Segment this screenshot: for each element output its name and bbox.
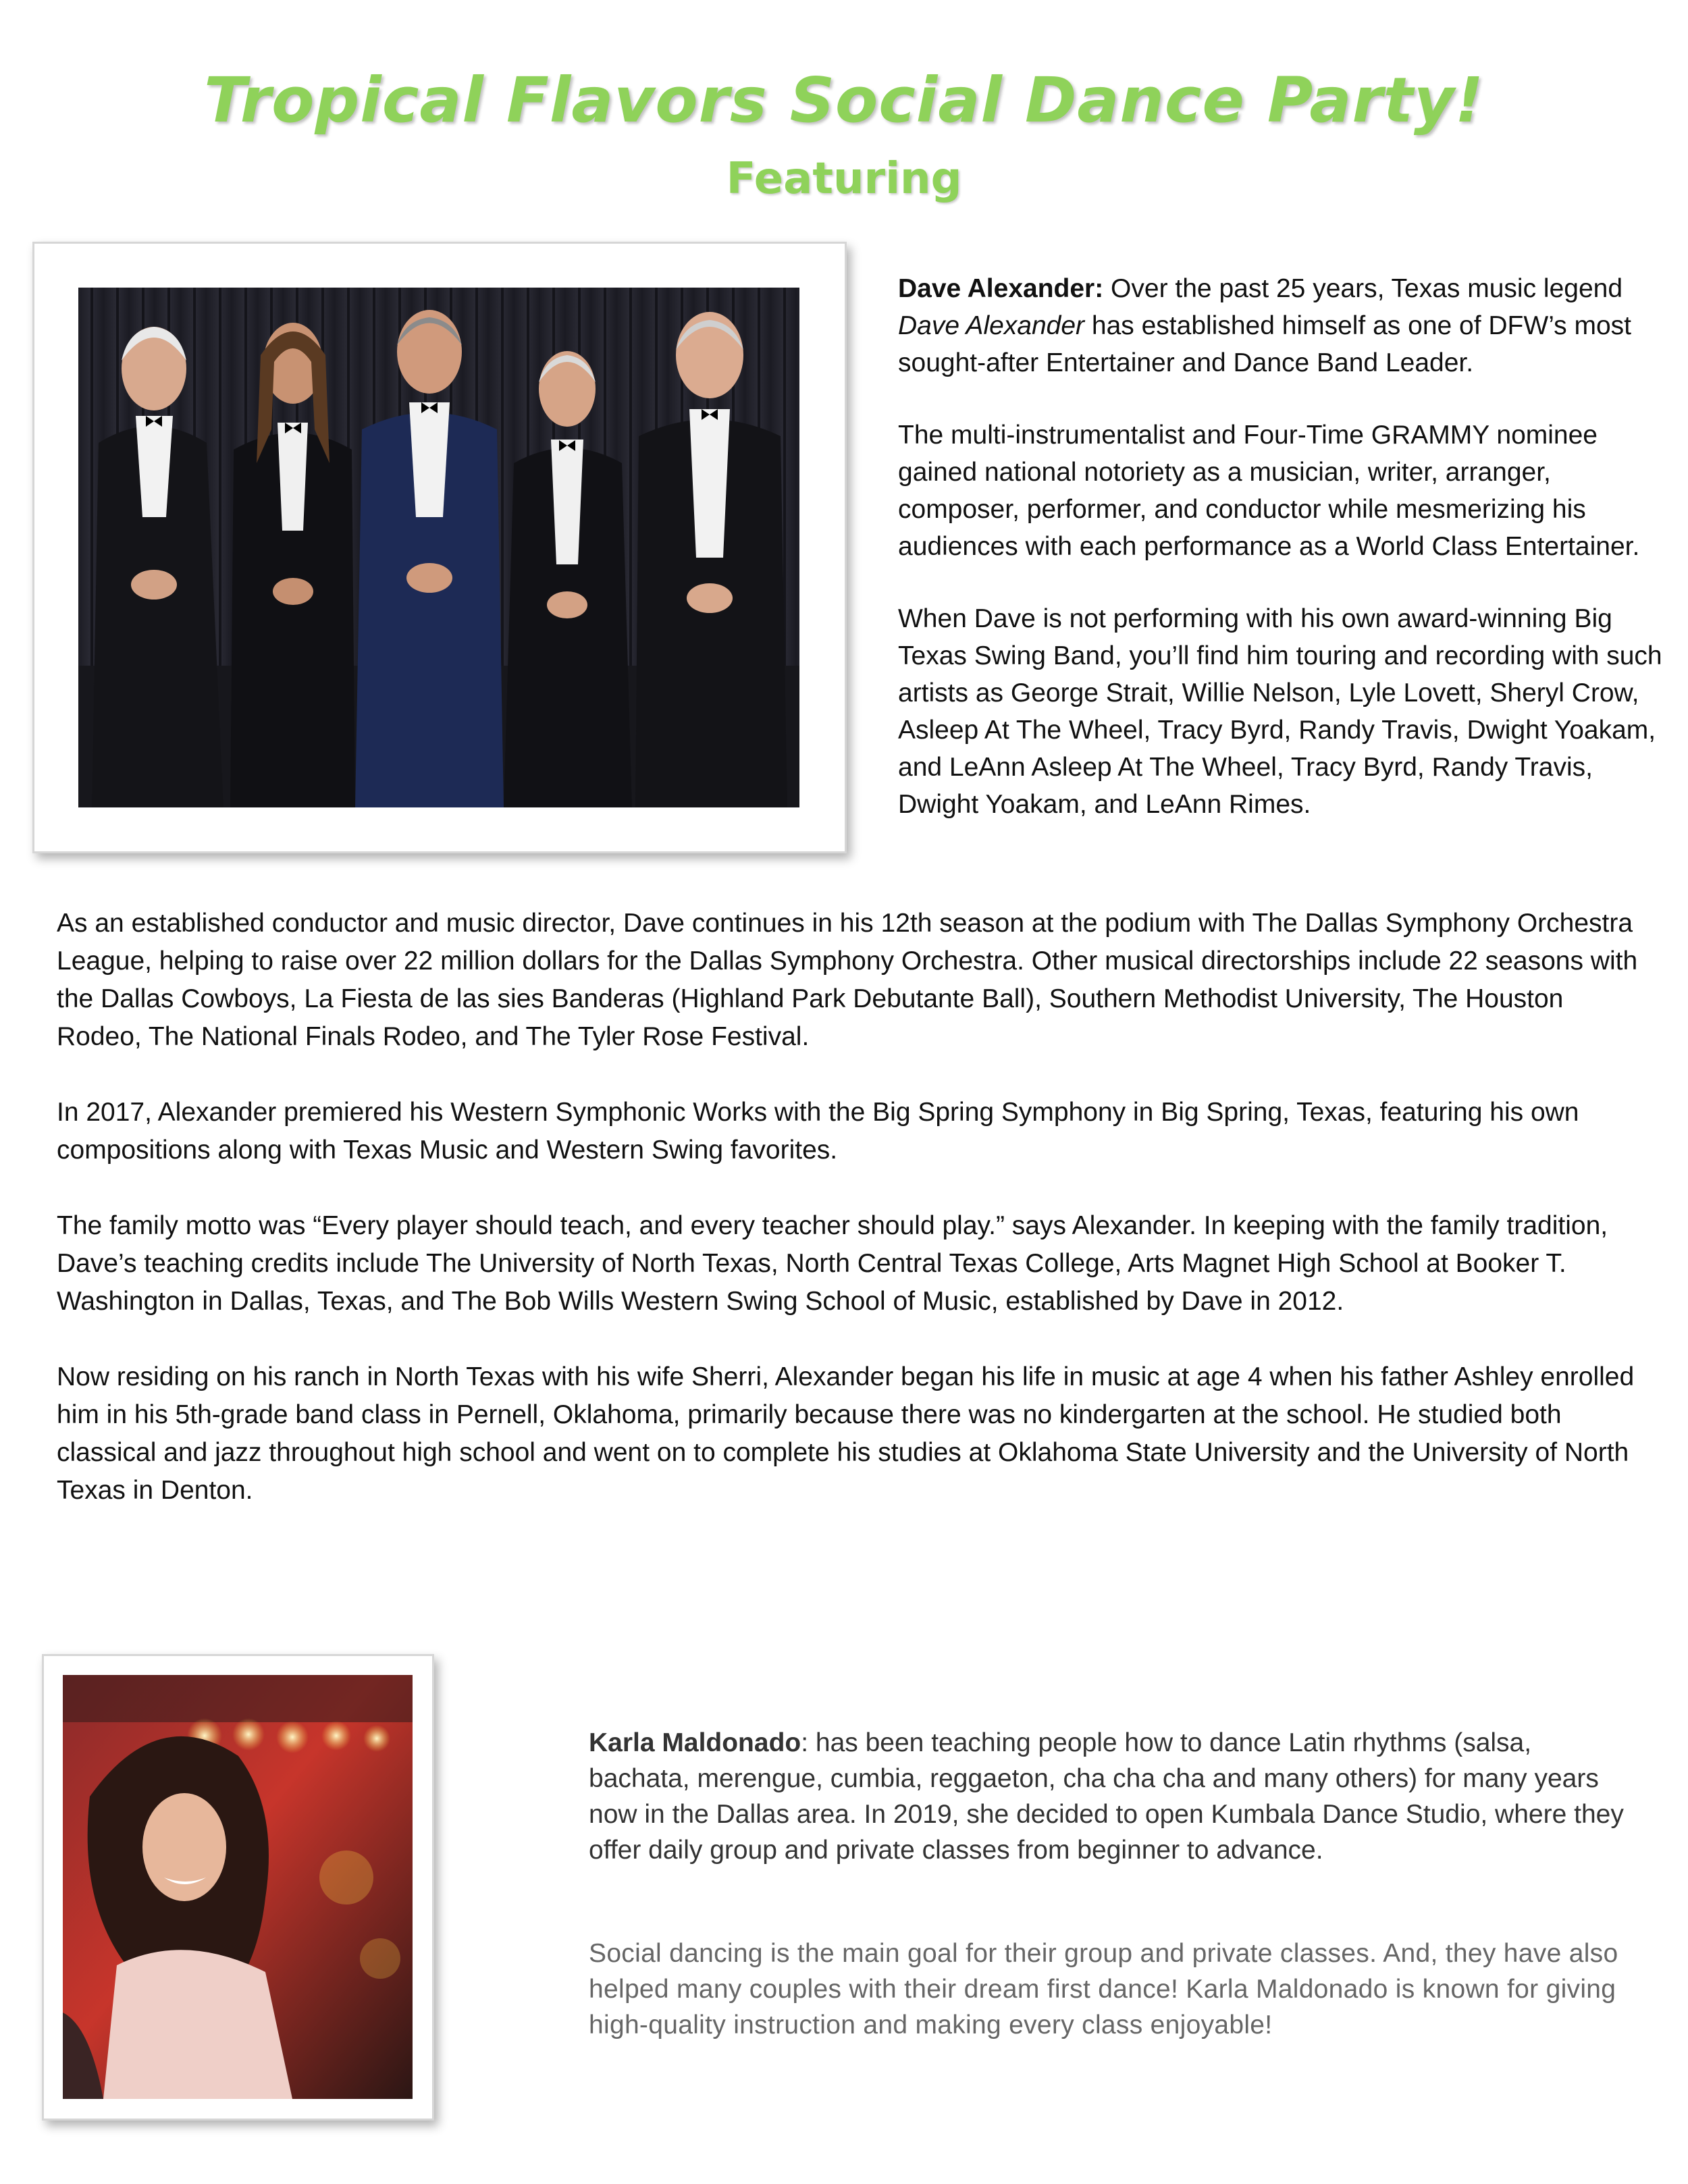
band-photo bbox=[78, 288, 799, 807]
karla-paragraph-2: Social dancing is the main goal for their group and private classes. And, they have also helped many couples with their dream first dance! Karla Maldonado is known for giving high-quality instruction and making every class enjoyable! bbox=[589, 1939, 1618, 2040]
bio-paragraph-2: In 2017, Alexander premiered his Western Symphonic Works with the Big Spring Symphony in Big Spring, Texas, featuring his own compositions along with Texas Music and Western Swing favorites. bbox=[57, 1098, 1579, 1165]
dave-paragraph-3: When Dave is not performing with his own award-winning Big Texas Swing Band, you’ll find him touring and recording with such artists as George Strait, Willie Nelson, Lyle Lovett, Sheryl Crow, Asleep At The Wheel, Tracy Byrd, Randy Travis, Dwight Yoakam, and LeAnn Asleep At The Wheel, Tracy Byrd, Randy Travis, Dwight Yoakam, and LeAnn Rimes. bbox=[898, 604, 1662, 819]
karla-maldonado-intro bbox=[589, 1725, 1629, 2110]
page-subtitle: Featuring bbox=[726, 154, 962, 204]
karla-name-label: Karla Maldonado bbox=[589, 1728, 801, 1757]
dave-alexander-intro bbox=[898, 270, 1668, 858]
bio-paragraph-4: Now residing on his ranch in North Texas with his wife Sherri, Alexander began his life in music at age 4 when his father Ashley enrolled him in his 5th-grade band class in Pernell, Oklahoma, primarily because there was no kindergarten at the school. He studied both classical and jazz throughout high school and went on to complete his studies at Oklahoma State University and the University of North Texas in Denton. bbox=[57, 1362, 1635, 1505]
karla-paragraph-1 bbox=[589, 1725, 1629, 1868]
band-photo-frame bbox=[32, 242, 847, 853]
karla-photo bbox=[63, 1675, 413, 2099]
karla-p1-text: : has been teaching people how to dance Latin rhythms (salsa, bachata, merengue, cumbia, reggaeton, cha cha cha and many others) for many years now in the Dallas area. In 2019, she decided to open Kumbala Dance Studio, where they offer daily group and private classes from beginner to advance. bbox=[589, 1728, 1624, 1865]
dave-biography bbox=[57, 905, 1643, 1547]
bio-paragraph-1: As an established conductor and music director, Dave continues in his 12th season at the podium with The Dallas Symphony Orchestra League, helping to raise over 22 million dollars for the Dallas Symphony Orchestra. Other musical directorships include 22 seasons with the Dallas Cowboys, La Fiesta de las sies Banderas (Highland Park Debutante Ball), Southern Methodist University, The Houston Rodeo, The National Finals Rodeo, and The Tyler Rose Festival. bbox=[57, 909, 1638, 1051]
dave-p1-text: Over the past 25 years, Texas music legend bbox=[1103, 274, 1623, 303]
karla-photo-frame bbox=[42, 1654, 434, 2121]
dave-paragraph-1 bbox=[898, 270, 1668, 381]
dave-paragraph-2: The multi-instrumentalist and Four-Time GRAMMY nominee gained national notoriety as a musician, writer, arranger, composer, performer, and conductor while mesmerizing his audiences with each performance as a World Class Entertainer. bbox=[898, 421, 1640, 561]
dave-name-label: Dave Alexander: bbox=[898, 274, 1104, 303]
dave-p1-name: Dave Alexander bbox=[898, 311, 1085, 340]
bio-paragraph-3: The family motto was “Every player should teach, and every teacher should play.” says Alexander. In keeping with the family tradition, Dave’s teaching credits include The University of North Texas, North Central Texas College, Arts Magnet High School at Booker T. Washington in Dallas, Texas, and The Bob Wills Western Swing School of Music, established by Dave in 2012. bbox=[57, 1211, 1608, 1316]
dave-p1-text-end: has established himself as one of DFW’s most sought-after Entertainer and Dance Band Leader. bbox=[898, 311, 1632, 377]
page-title: Tropical Flavors Social Dance Party! bbox=[204, 64, 1484, 136]
